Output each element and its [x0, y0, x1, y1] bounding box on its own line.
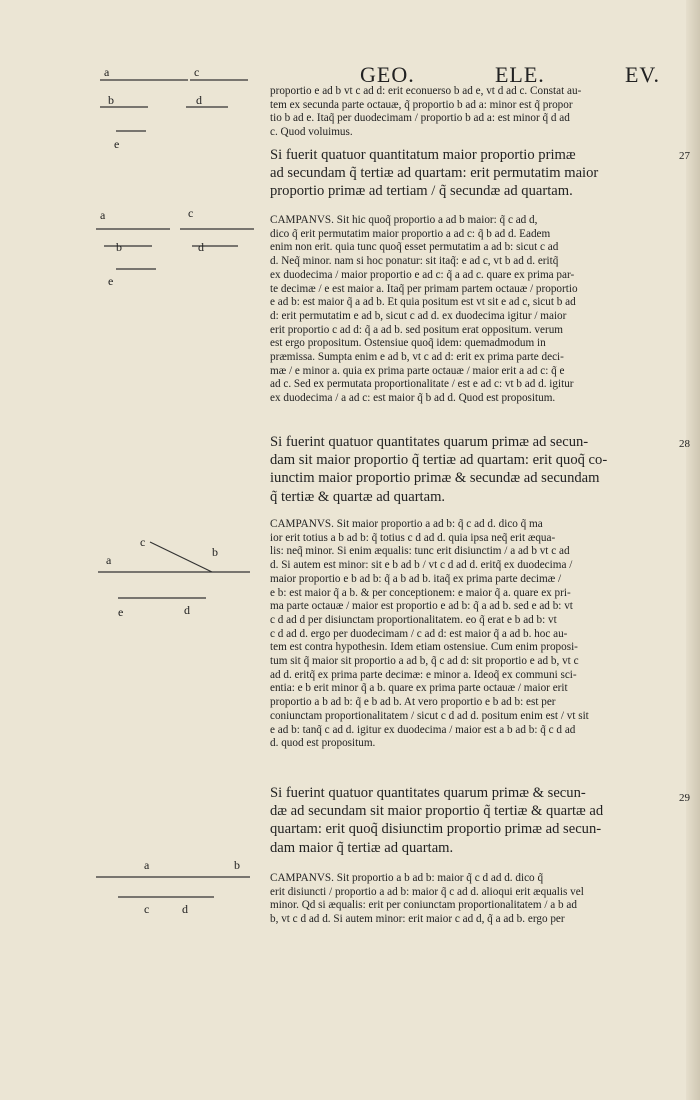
- fig1-label-c: c: [194, 65, 200, 79]
- commentary-text: CAMPANVS. Sit hic quoq̃ proportio a ad b maior: q̃ c ad d, dico q̃ erit permutatim maior proportio a ad c: q̃ b ad d. Eadem enim non erit. quia tunc quoq̃ esset permutatim a ad b: sicut c ad d. Neq̃ minor. nam si hoc ponatur: sit itaq̃: e ad c, vt b ad d. eritq̃ ex duodecima / maior proportio e ad c: q̃ a ad c. quare ex prima par- te decimæ / e est maior a. Itaq̃ per primam partem octauæ / proportio e ad b: est maior q̃ a ad b. Et quia positum est vt sit e ad c, sicut b ad d: erit permutatim e ad b, sicut c ad d. ex duodecima igitur / maior erit proportio c ad d: q̃ a ad b. sed positum erat oppositum. verum est ergo propositum. Ostensiue quoq̃ idem: quemadmodum in præmissa. Sumpta enim e ad b, vt c ad d: erit ex prima parte deci- mæ / e minor a. quia ex prima parte octauæ / maior erit a ad c: q̃ e ad c. Sed ex permutata proportionalitate / est e ad c: vt b ad d. igitur ex duodecima / a ad c: est maior q̃ b ad d. Quod est propositum.: [270, 214, 578, 405]
- fig2-label-b: b: [116, 240, 122, 254]
- proposition-number-29: 29: [679, 792, 690, 804]
- header-left: GEO.: [360, 62, 415, 87]
- proposition-27: [270, 146, 678, 201]
- proposition-number-28: 28: [679, 438, 690, 450]
- fig3-label-e: e: [118, 605, 124, 619]
- commentary-text: proportio e ad b vt c ad d: erit econuerso b ad e, vt d ad c. Constat au- tem ex secunda parte octauæ, q̃ proportio b ad a: minor est q̃ propor tio b ad e. Itaq̃ per duodecimam / proportio b ad a: est minor q̃ d ad c. Quod voluimus.: [270, 85, 582, 139]
- fig1-label-a: a: [104, 65, 110, 79]
- header-right: EV.: [624, 62, 660, 87]
- fig3-label-b: b: [212, 545, 218, 559]
- fig4-label-d: d: [182, 902, 188, 916]
- text-block-1: [270, 85, 678, 140]
- fig4-label-a: a: [144, 858, 150, 872]
- fig4-label-c: c: [144, 902, 150, 916]
- header-center: ELE.: [494, 62, 545, 87]
- proposition-28: [270, 433, 678, 506]
- proposition-number-27: 27: [679, 150, 690, 162]
- fig1-label-e: e: [114, 137, 120, 151]
- figure-3: [90, 530, 270, 620]
- fig3-label-d: d: [184, 603, 190, 617]
- page-gutter: [686, 0, 700, 1100]
- commentary-28: [270, 518, 678, 751]
- commentary-27: [270, 214, 678, 406]
- proposition-29: [270, 784, 678, 857]
- fig2-label-c: c: [188, 206, 194, 220]
- commentary-text: CAMPANVS. Sit proportio a b ad b: maior q̃ c d ad d. dico q̃ erit disiuncti / proportio a ad b: maior q̃ c ad d. alioqui erit æqualis vel minor. Qd si æqualis: erit per coniunctam proportionalitatem / a b ad b, vt c d ad d. Si autem minor: erit maior c ad d, q̃ a ad b. ergo per: [270, 872, 584, 926]
- proposition-text: Si fuerit quatuor quantitatum maior proportio primæ ad secundam q̃ tertiæ ad quartam: erit permutatim maior proportio primæ ad tertiam / q̃ secundæ ad quartam.: [270, 147, 599, 200]
- commentary-29: [270, 872, 678, 927]
- fig2-label-e: e: [108, 274, 114, 288]
- fig3-label-a: a: [106, 553, 112, 567]
- figure-2: [90, 205, 270, 295]
- fig4-label-b: b: [234, 858, 240, 872]
- fig2-label-d: d: [198, 240, 204, 254]
- proposition-text: Si fuerint quatuor quantitates quarum primæ & secun- dæ ad secundam sit maior proportio q̃ tertiæ & quartæ ad quartam: erit quoq̃ disiunctim proportio primæ ad secun- dam maior q̃ tertiæ ad quartam.: [270, 785, 604, 856]
- figure-4: [90, 855, 270, 925]
- fig1-label-b: b: [108, 93, 114, 107]
- commentary-text: CAMPANVS. Sit maior proportio a ad b: q̃ c ad d. dico q̃ ma ior erit totius a b ad b: q̃ totius c d ad d. quia ipsa neq̃ erit æqua- lis: neq̃ minor. Si enim æqualis: tunc erit disiunctim / a ad b vt c ad d. Si autem est minor: sit e b ad b / vt c d ad d. eritq̃ ex duodecima / maior proportio e b ad b: q̃ a b ad b. itaq̃ ex prima parte decimæ / e b: est maior q̃ a b. & per conceptionem: e maior q̃ a. quare ex pri- ma parte octauæ / maior est proportio e ad b: q̃ a ad b. sed e ad b: vt c d ad d per disiunctam proportionalitatem. eo q̃ erat e b ad b: vt c d ad d. ergo per duodecimam / c ad d: est maior q̃ a ad b. hoc au- tem est contra hypothesin. Idem etiam ostensiue. Cum enim proposi- tum sit q̃ maior sit proportio a ad b, q̃ c ad d: sit proportio e ad b, vt c ad d. eritq̃ ex prima parte decimæ: e minor a. Ideoq̃ ex communi sci- entia: e b erit minor q̃ a b. quare ex prima parte octauæ / maior erit proportio a b ad b: q̃ e b ad b. At vero proportio e b ad b: est per coniunctam proportionalitatem / sicut c d ad d. positum enim est / vt sit e ad b: tanq̃ c ad d. igitur ex duodecima / maior est a b ad b: q̃ c d ad d. quod est propositum.: [270, 518, 589, 750]
- fig1-label-d: d: [196, 93, 202, 107]
- proposition-text: Si fuerint quatuor quantitates quarum primæ ad secun- dam sit maior proportio q̃ tertiæ ad quartam: erit quoq̃ co- iunctim maior proportio primæ & secundæ ad secundam q̃ tertiæ & quartæ ad quartam.: [270, 434, 608, 505]
- fig2-label-a: a: [100, 208, 106, 222]
- fig3-label-c: c: [140, 535, 146, 549]
- figure-1: [90, 62, 270, 152]
